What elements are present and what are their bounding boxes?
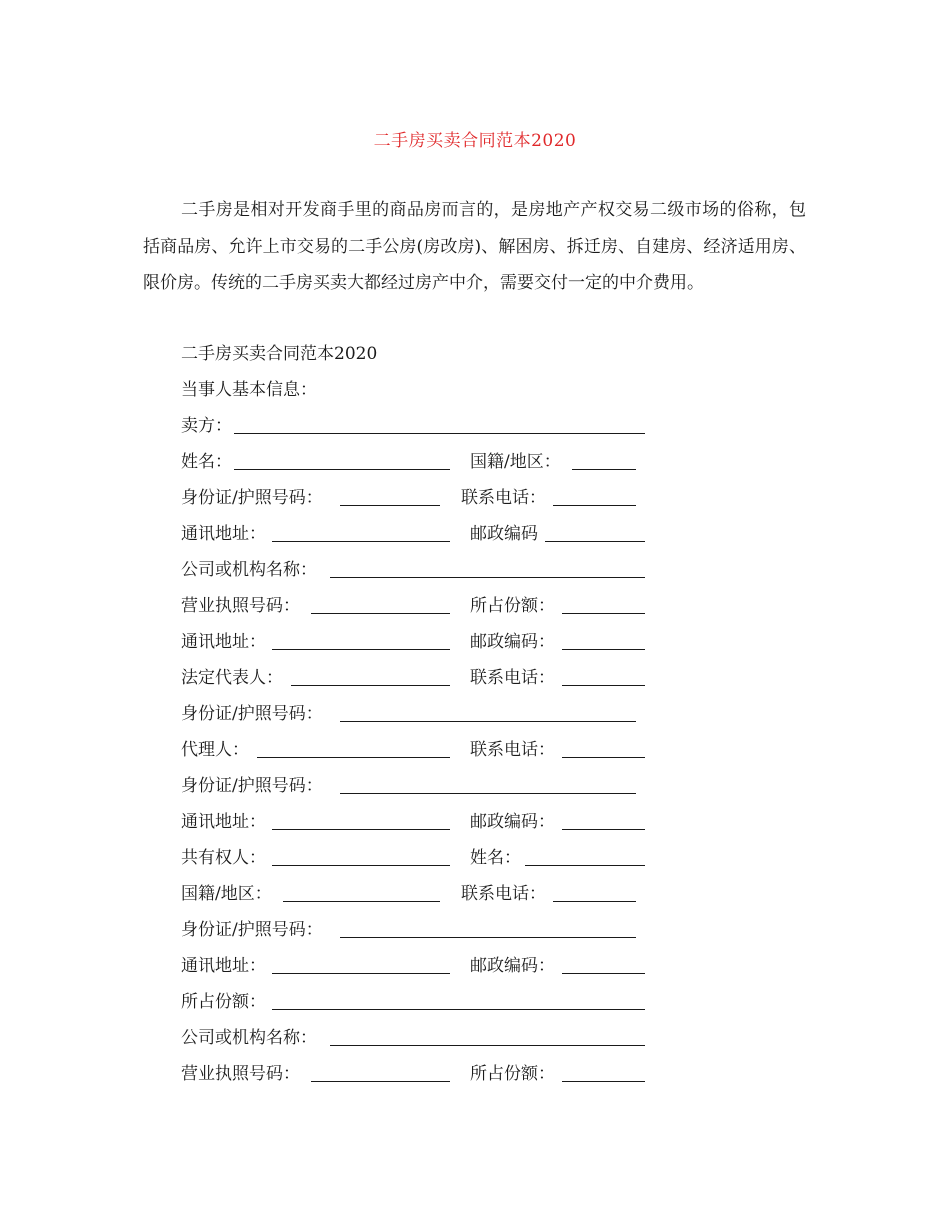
agent-blank[interactable]: [257, 757, 450, 758]
phone-blank[interactable]: [553, 505, 636, 506]
seller-label: 卖方：: [181, 416, 232, 436]
share-label: 所占份额：: [181, 992, 266, 1012]
license-number-label: 营业执照号码：: [181, 596, 300, 616]
subtitle: 二手房买卖合同范本2020: [181, 344, 378, 364]
share-label: 所占份额：: [470, 596, 555, 616]
seller-blank[interactable]: [234, 433, 645, 434]
id-number-label: 身份证/护照号码：: [181, 488, 323, 508]
id-number-blank[interactable]: [340, 721, 636, 722]
legal-rep-label: 法定代表人：: [181, 668, 283, 688]
intro-paragraph: 二手房是相对开发商手里的商品房而言的，是房地产产权交易二级市场的俗称，包括商品房、允许上市交易的二手公房(房改房)、解困房、拆迁房、自建房、经济适用房、限价房。传统的二手房买卖大都经过房产中介，需要交付一定的中介费用。: [143, 200, 806, 293]
name-label: 姓名：: [181, 452, 232, 472]
address-blank[interactable]: [272, 973, 450, 974]
id-number-label: 身份证/护照号码：: [181, 776, 323, 796]
name-label: 姓名：: [470, 848, 521, 868]
postal-code-label: 邮政编码：: [470, 956, 555, 976]
name-blank[interactable]: [525, 865, 645, 866]
address-blank[interactable]: [272, 829, 450, 830]
share-label: 所占份额：: [470, 1064, 555, 1084]
phone-label: 联系电话：: [470, 740, 555, 760]
id-number-label: 身份证/护照号码：: [181, 920, 323, 940]
license-number-blank[interactable]: [311, 613, 450, 614]
license-number-label: 营业执照号码：: [181, 1064, 300, 1084]
postal-code-label: 邮政编码: [470, 524, 538, 544]
company-name-blank[interactable]: [330, 577, 645, 578]
address-label: 通讯地址：: [181, 524, 266, 544]
company-name-blank[interactable]: [330, 1045, 645, 1046]
name-blank[interactable]: [234, 469, 450, 470]
share-blank[interactable]: [272, 1009, 645, 1010]
id-number-blank[interactable]: [340, 793, 636, 794]
address-label: 通讯地址：: [181, 632, 266, 652]
license-number-blank[interactable]: [311, 1081, 450, 1082]
nationality-blank[interactable]: [572, 469, 636, 470]
co-owner-blank[interactable]: [272, 865, 450, 866]
phone-blank[interactable]: [553, 901, 636, 902]
phone-label: 联系电话：: [461, 488, 546, 508]
company-name-label: 公司或机构名称：: [181, 560, 317, 580]
address-label: 通讯地址：: [181, 812, 266, 832]
company-name-label: 公司或机构名称：: [181, 1028, 317, 1048]
postal-code-blank[interactable]: [545, 541, 645, 542]
address-blank[interactable]: [272, 541, 450, 542]
phone-label: 联系电话：: [470, 668, 555, 688]
postal-code-blank[interactable]: [562, 973, 645, 974]
nationality-label: 国籍/地区：: [470, 452, 561, 472]
co-owner-label: 共有权人：: [181, 848, 266, 868]
document-title: 二手房买卖合同范本2020: [373, 131, 577, 151]
id-number-blank[interactable]: [340, 505, 440, 506]
phone-blank[interactable]: [562, 757, 645, 758]
postal-code-label: 邮政编码：: [470, 632, 555, 652]
legal-rep-blank[interactable]: [291, 685, 450, 686]
basic-info-heading: 当事人基本信息：: [181, 380, 317, 400]
phone-blank[interactable]: [562, 685, 645, 686]
nationality-label: 国籍/地区：: [181, 884, 272, 904]
agent-label: 代理人：: [181, 740, 249, 760]
id-number-blank[interactable]: [340, 937, 636, 938]
share-blank[interactable]: [562, 1081, 645, 1082]
postal-code-label: 邮政编码：: [470, 812, 555, 832]
postal-code-blank[interactable]: [562, 829, 645, 830]
phone-label: 联系电话：: [461, 884, 546, 904]
share-blank[interactable]: [562, 613, 645, 614]
address-label: 通讯地址：: [181, 956, 266, 976]
address-blank[interactable]: [272, 649, 450, 650]
postal-code-blank[interactable]: [562, 649, 645, 650]
id-number-label: 身份证/护照号码：: [181, 704, 323, 724]
nationality-blank[interactable]: [283, 901, 440, 902]
